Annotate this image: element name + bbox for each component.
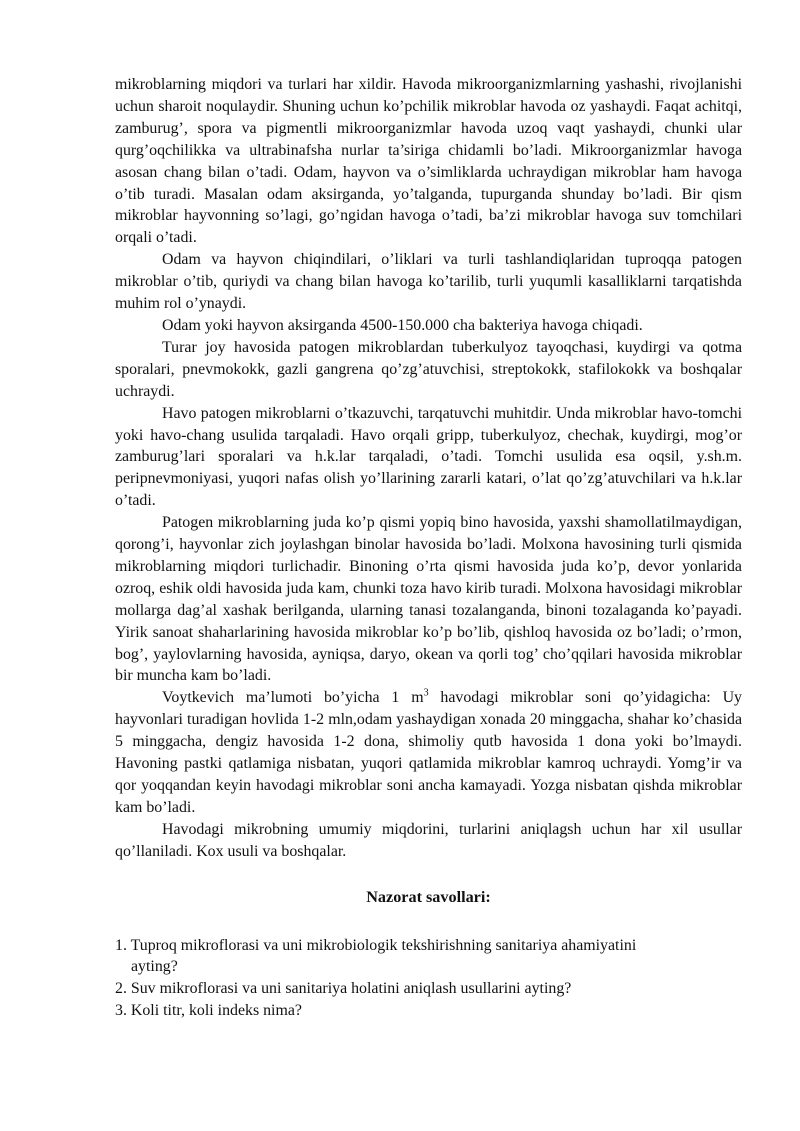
document-page: [115, 74, 742, 1022]
question-item: 2. Suv mikroflorasi va uni sanitariya holatini aniqlash usullarini ayting?: [115, 980, 572, 998]
voytkevich-paragraph: [115, 687, 742, 818]
voytkevich-text-start: Voytkevich ma’lumoti bo’yicha 1 m: [162, 689, 424, 707]
cubic-superscript: 3: [423, 688, 429, 700]
body-paragraph: Odam va hayvon chiqindilari, o’liklari va turli tashlandiqlaridan tuproqqa patogen mikroblar o’tib, quriydi va chang bilan havoga ko’tarilib, turli yuqumli kasalliklarni tarqatishda muhim rol o’ynaydi.: [115, 251, 742, 313]
question-item: 1. Tuproq mikroflorasi va uni mikrobiologik tekshirishning sanitariya ahamiyatini ayting?: [115, 936, 637, 976]
body-paragraph: Turar joy havosida patogen mikroblardan tuberkulyoz tayoqchasi, kuydirgi va qotma sporalari, pnevmokokk, gazli gangrena qo’zg’atuvchisi, streptokokk, stafilokokk va boshqalar uchraydi.: [115, 338, 742, 400]
voytkevich-text-end: havodagi mikroblar soni qo’yidagicha: Uy hayvonlari turadigan hovlida 1-2 mln,odam yashaydigan xonada 20 minggacha, shahar ko’chasida 5 minggacha, dengiz havosida 1-2 dona, shimoliy qutb havosida 1 dona yoki bo’lmaydi. Havoning pastki qatlamiga nisbatan, yuqori qatlamida mikroblar kamroq uchraydi. Yomg’ir va qor yoqqandan keyin havodagi mikroblar soni ancha kamayadi. Yozga nisbatan qishda mikroblar kam bo’ladi.: [115, 689, 742, 816]
section-heading: Nazorat savollari:: [366, 887, 491, 906]
question-item: 3. Koli titr, koli indeks nima?: [115, 1002, 302, 1020]
body-paragraph: Patogen mikroblarning juda ko’p qismi yopiq bino havosida, yaxshi shamollatilmaydigan, qorong’i, hayvonlar zich joylashgan binolar havosida bo’ladi. Molxona havosining turli qismida mikroblarning miqdori turlichadir. Binoning o’rta qismi havosida juda ko’p, devor yonlarida ozroq, eshik oldi havosida juda kam, chunki toza havo kirib turadi. Molxona havosidagi mikroblar mollarga dag’al xashak berilganda, ularning tanasi tozalanganda, binoni tozalaganda ko’payadi. Yirik sanoat shaharlarining havosida mikroblar ko’p bo’lib, qishloq havosida oz bo’ladi; o’rmon, bog’, yaylovlarning havosida, ayniqsa, daryo, okean va qorli tog’ cho’qqilari havosida mikroblar bir muncha kam bo’ladi.: [115, 514, 742, 685]
body-paragraph: Havo patogen mikroblarni o’tkazuvchi, tarqatuvchi muhitdir. Unda mikroblar havo-tomchi yoki havo-chang usulida tarqaladi. Havo orqali gripp, tuberkulyoz, chechak, kuydirgi, mog’or zamburug’lari sporalari va h.k.lar tarqaladi, o’tadi. Tomchi usulida esa oqsil, y.sh.m. peripnevmoniyasi, yuqori nafas olish yo’llarining zararli katari, o’lat qo’zg’atuvchilari va h.k.lar o’tadi.: [115, 404, 742, 510]
body-paragraph: Havodagi mikrobning umumiy miqdorini, turlarini aniqlagsh uchun har xil usullar qo’llaniladi. Kox usuli va boshqalar.: [115, 820, 742, 860]
body-paragraph: Odam yoki hayvon aksirganda 4500-150.000 cha bakteriya havoga chiqadi.: [162, 316, 643, 334]
body-paragraph: mikroblarning miqdori va turlari har xildir. Havoda mikroorganizmlarning yashashi, rivojlanishi uchun sharoit noqulaydir. Shuning uchun ko’pchilik mikroblar havoda oz yashaydi. Faqat achitqi, zamburug’, spora va pigmentli mikroorganizmlar havoda uzoq vaqt yashaydi, chunki ular qurg’oqchilikka va ultrabinafsha nurlar ta’siriga chidamli bo’ladi. Mikroorganizmlar havoga asosan chang bilan o’tadi. Odam, hayvon va o’simliklarda uchraydigan mikroblar ham havoga o’tib turadi. Masalan odam aksirganda, yo’talganda, tupurganda shunday bo’ladi. Bir qism mikroblar hayvonning so’lagi, go’ngidan havoga o’tadi, ba’zi mikroblar havoga suv tomchilari orqali o’tadi.: [115, 76, 742, 247]
